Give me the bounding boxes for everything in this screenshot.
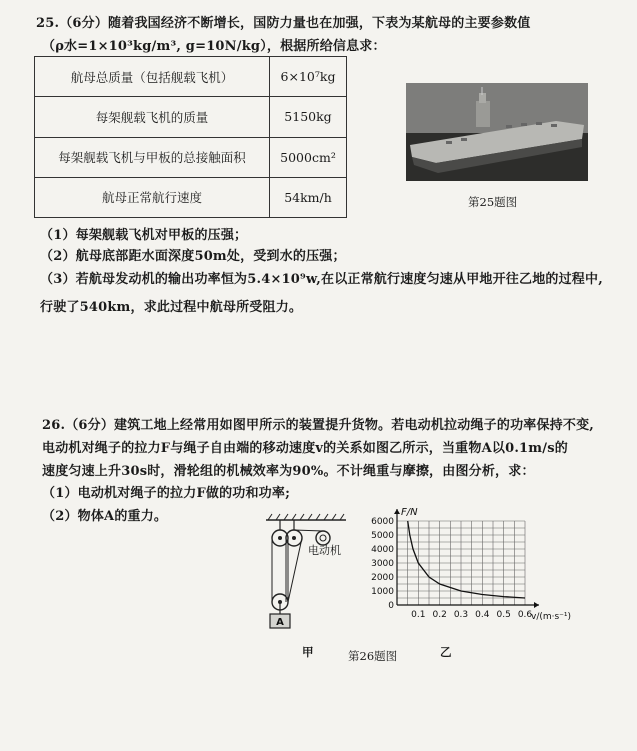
q26-line1: 26.（6分）建筑工地上经常用如图甲所示的装置提升货物。若电动机拉动绳子的功率保持不变,: [42, 418, 594, 433]
q25-parameter-table: [34, 56, 347, 218]
table-cell-value: 5000cm²: [270, 137, 347, 177]
table-cell-label: 航母总质量（包括舰载飞机）: [35, 57, 270, 97]
chart-series-line: [408, 521, 525, 598]
y-axis-arrow: [394, 509, 400, 514]
q26-sub1: （1）电动机对绳子的拉力F做的功和功率;: [42, 486, 291, 501]
y-tick-label: 2000: [371, 573, 394, 583]
y-tick-label: 1000: [371, 587, 394, 597]
chart-axes: [394, 509, 539, 608]
chart-grid: [397, 521, 525, 605]
table-cell-value: 54km/h: [270, 177, 347, 217]
table-row: [35, 97, 347, 137]
y-tick-label: 5000: [371, 531, 394, 541]
y-tick-label: 6000: [371, 517, 394, 527]
q26-line3: 速度匀速上升30s时，滑轮组的机械效率为90%。不计绳重与摩擦，由图分析，求：: [42, 464, 535, 479]
figure-label-yi: 乙: [440, 645, 452, 659]
table-row: [35, 177, 347, 217]
x-tick-label: 0.6: [517, 610, 533, 620]
force-velocity-chart: [355, 505, 572, 637]
q26-line2: 电动机对绳子的拉力F与绳子自由端的移动速度v的关系如图乙所示，当重物A以0.1m/s的: [42, 441, 568, 456]
table-row: [35, 137, 347, 177]
aircraft-carrier-photo: [406, 83, 588, 181]
q26-figure-caption: 第26题图: [348, 649, 398, 663]
y-tick-label: 3000: [371, 559, 394, 569]
q25-intro-line1: 25.（6分）随着我国经济不断增长，国防力量也在加强，下表为某航母的主要参数值: [36, 16, 531, 31]
table-cell-label: 每架舰载飞机与甲板的总接触面积: [35, 137, 270, 177]
x-tick-label: 0.5: [496, 610, 511, 620]
x-axis-arrow: [534, 602, 539, 608]
table-cell-value: 6×10⁷kg: [270, 57, 347, 97]
q25-sub3-line1: （3）若航母发动机的输出功率恒为5.4×10⁹w,在以正常航行速度匀速从甲地开往乙地的过程中,: [40, 272, 603, 287]
q25-intro-line2: （ρ水=1×10³kg/m³, g=10N/kg），根据所给信息求：: [42, 39, 386, 54]
table-cell-value: 5150kg: [270, 97, 347, 137]
x-tick-label: 0.1: [411, 610, 426, 620]
table-cell-label: 每架舰载飞机的质量: [35, 97, 270, 137]
y-tick-label: 4000: [371, 545, 394, 555]
q25-sub2: （2）航母底部距水面深度50m处，受到水的压强；: [40, 249, 346, 264]
table-row: [35, 57, 347, 97]
q25-sub1: （1）每架舰载飞机对甲板的压强；: [40, 228, 248, 243]
pulley-system-diagram: [258, 510, 358, 635]
x-tick-label: 0.3: [453, 610, 469, 620]
figure-label-jia: 甲: [302, 645, 314, 659]
q26-sub2: （2）物体A的重力。: [42, 509, 168, 524]
table-cell-label: 航母正常航行速度: [35, 177, 270, 217]
weight-a-label: A: [276, 617, 284, 628]
q25-sub3-line2: 行驶了540km，求此过程中航母所受阻力。: [40, 300, 303, 315]
y-tick-label: 0: [388, 601, 394, 611]
motor-label: 电动机: [308, 544, 341, 557]
q25-figure-caption: 第25题图: [468, 195, 518, 209]
chart-x-axis-label: v/(m·s⁻¹): [531, 612, 572, 622]
x-tick-label: 0.4: [475, 610, 490, 620]
chart-y-axis-label: F/N: [401, 507, 418, 518]
x-tick-label: 0.2: [432, 610, 447, 620]
